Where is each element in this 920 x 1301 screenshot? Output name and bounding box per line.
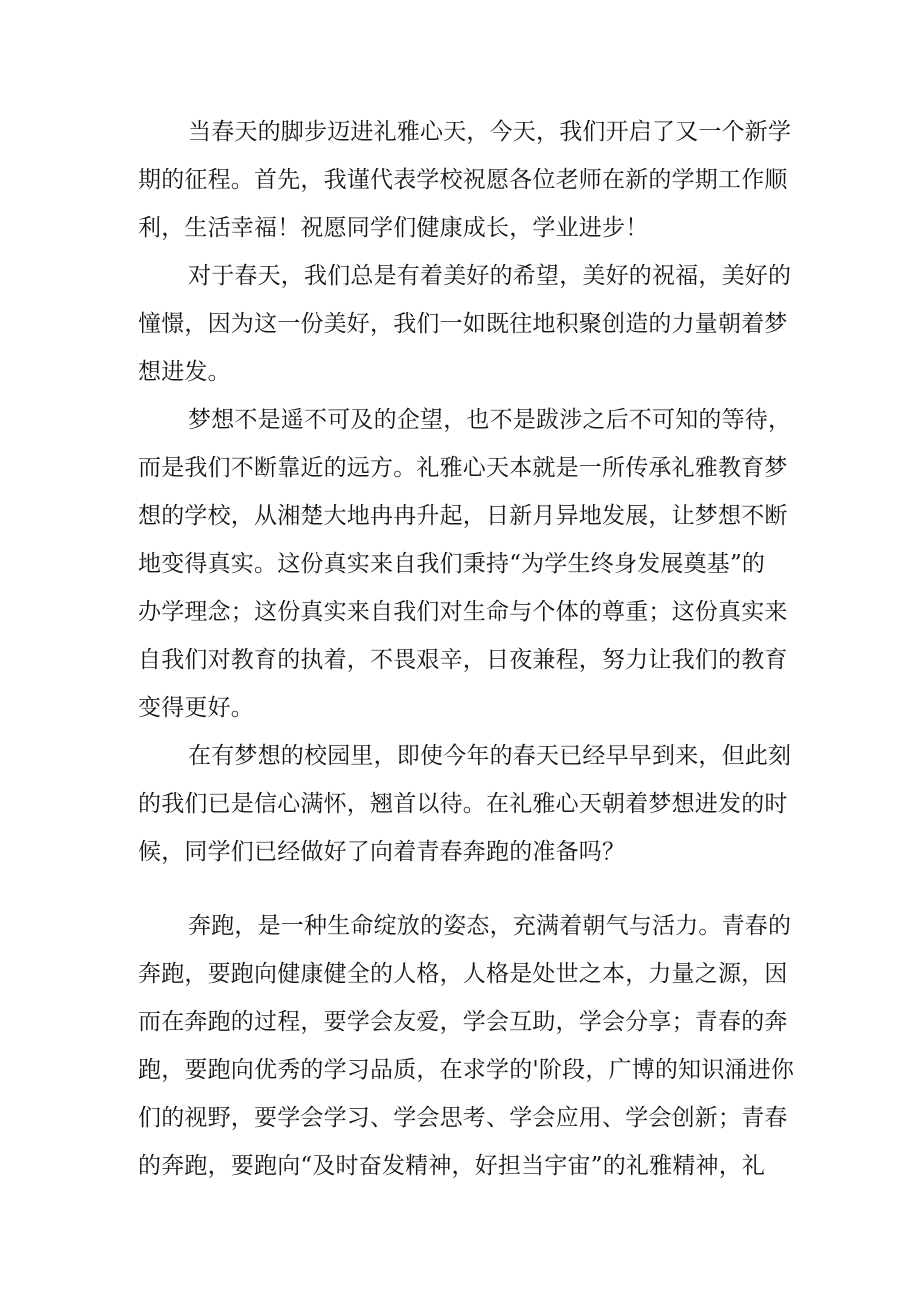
paragraph-3-line-3: 想的学校，从湘楚大地冉冉升起，日新月异地发展，让梦想不断: [138, 503, 788, 529]
paragraph-4-line-1: 在有梦想的校园里，即使今年的春天已经早早到来，但此刻: [188, 743, 792, 769]
paragraph-3-line-5: 办学理念；这份真实来自我们对生命与个体的尊重；这份真实来: [138, 599, 788, 625]
paragraph-5-line-3: 而在奔跑的过程，要学会友爱，学会互助，学会分享；青春的奔: [138, 1009, 788, 1035]
paragraph-4-line-2: 的我们已是信心满怀，翘首以待。在礼雅心天朝着梦想进发的时: [138, 791, 788, 817]
paragraph-3-line-7: 变得更好。: [138, 695, 254, 721]
paragraph-1-line-3: 利，生活幸福！祝愿同学们健康成长，学业进步！: [138, 215, 649, 241]
paragraph-3-line-2: 而是我们不断靠近的远方。礼雅心天本就是一所传承礼雅教育梦: [138, 455, 788, 481]
paragraph-1-line-2: 期的征程。首先，我谨代表学校祝愿各位老师在新的学期工作顺: [138, 167, 788, 193]
paragraph-2-line-1: 对于春天，我们总是有着美好的希望，美好的祝福，美好的: [188, 263, 792, 289]
paragraph-1-line-1: 当春天的脚步迈进礼雅心天，今天，我们开启了又一个新学: [188, 119, 792, 145]
paragraph-5-line-6: 的奔跑，要跑向“及时奋发精神，好担当宇宙”的礼雅精神，礼: [138, 1153, 766, 1179]
paragraph-5-line-5: 们的视野，要学会学习、学会思考、学会应用、学会创新；青春: [138, 1105, 788, 1131]
paragraph-5-line-1: 奔跑，是一种生命绽放的姿态，充满着朝气与活力。青春的: [188, 913, 792, 939]
paragraph-3-line-4: 地变得真实。这份真实来自我们秉持“为学生终身发展奠基”的: [138, 551, 766, 577]
paragraph-2-line-2: 憧憬，因为这一份美好，我们一如既往地积聚创造的力量朝着梦: [138, 311, 788, 337]
paragraph-2-line-3: 想进发。: [138, 359, 231, 385]
paragraph-4-line-3: 候，同学们已经做好了向着青春奔跑的准备吗？: [138, 839, 626, 865]
paragraph-3-line-1: 梦想不是遥不可及的企望，也不是跋涉之后不可知的等待，: [188, 407, 792, 433]
paragraph-5-line-2: 奔跑，要跑向健康健全的人格，人格是处世之本，力量之源，因: [138, 961, 788, 987]
paragraph-5-line-4: 跑，要跑向优秀的学习品质，在求学的'阶段，广博的知识涌进你: [138, 1057, 795, 1083]
paragraph-3-line-6: 自我们对教育的执着，不畏艰辛，日夜兼程，努力让我们的教育: [138, 647, 788, 673]
